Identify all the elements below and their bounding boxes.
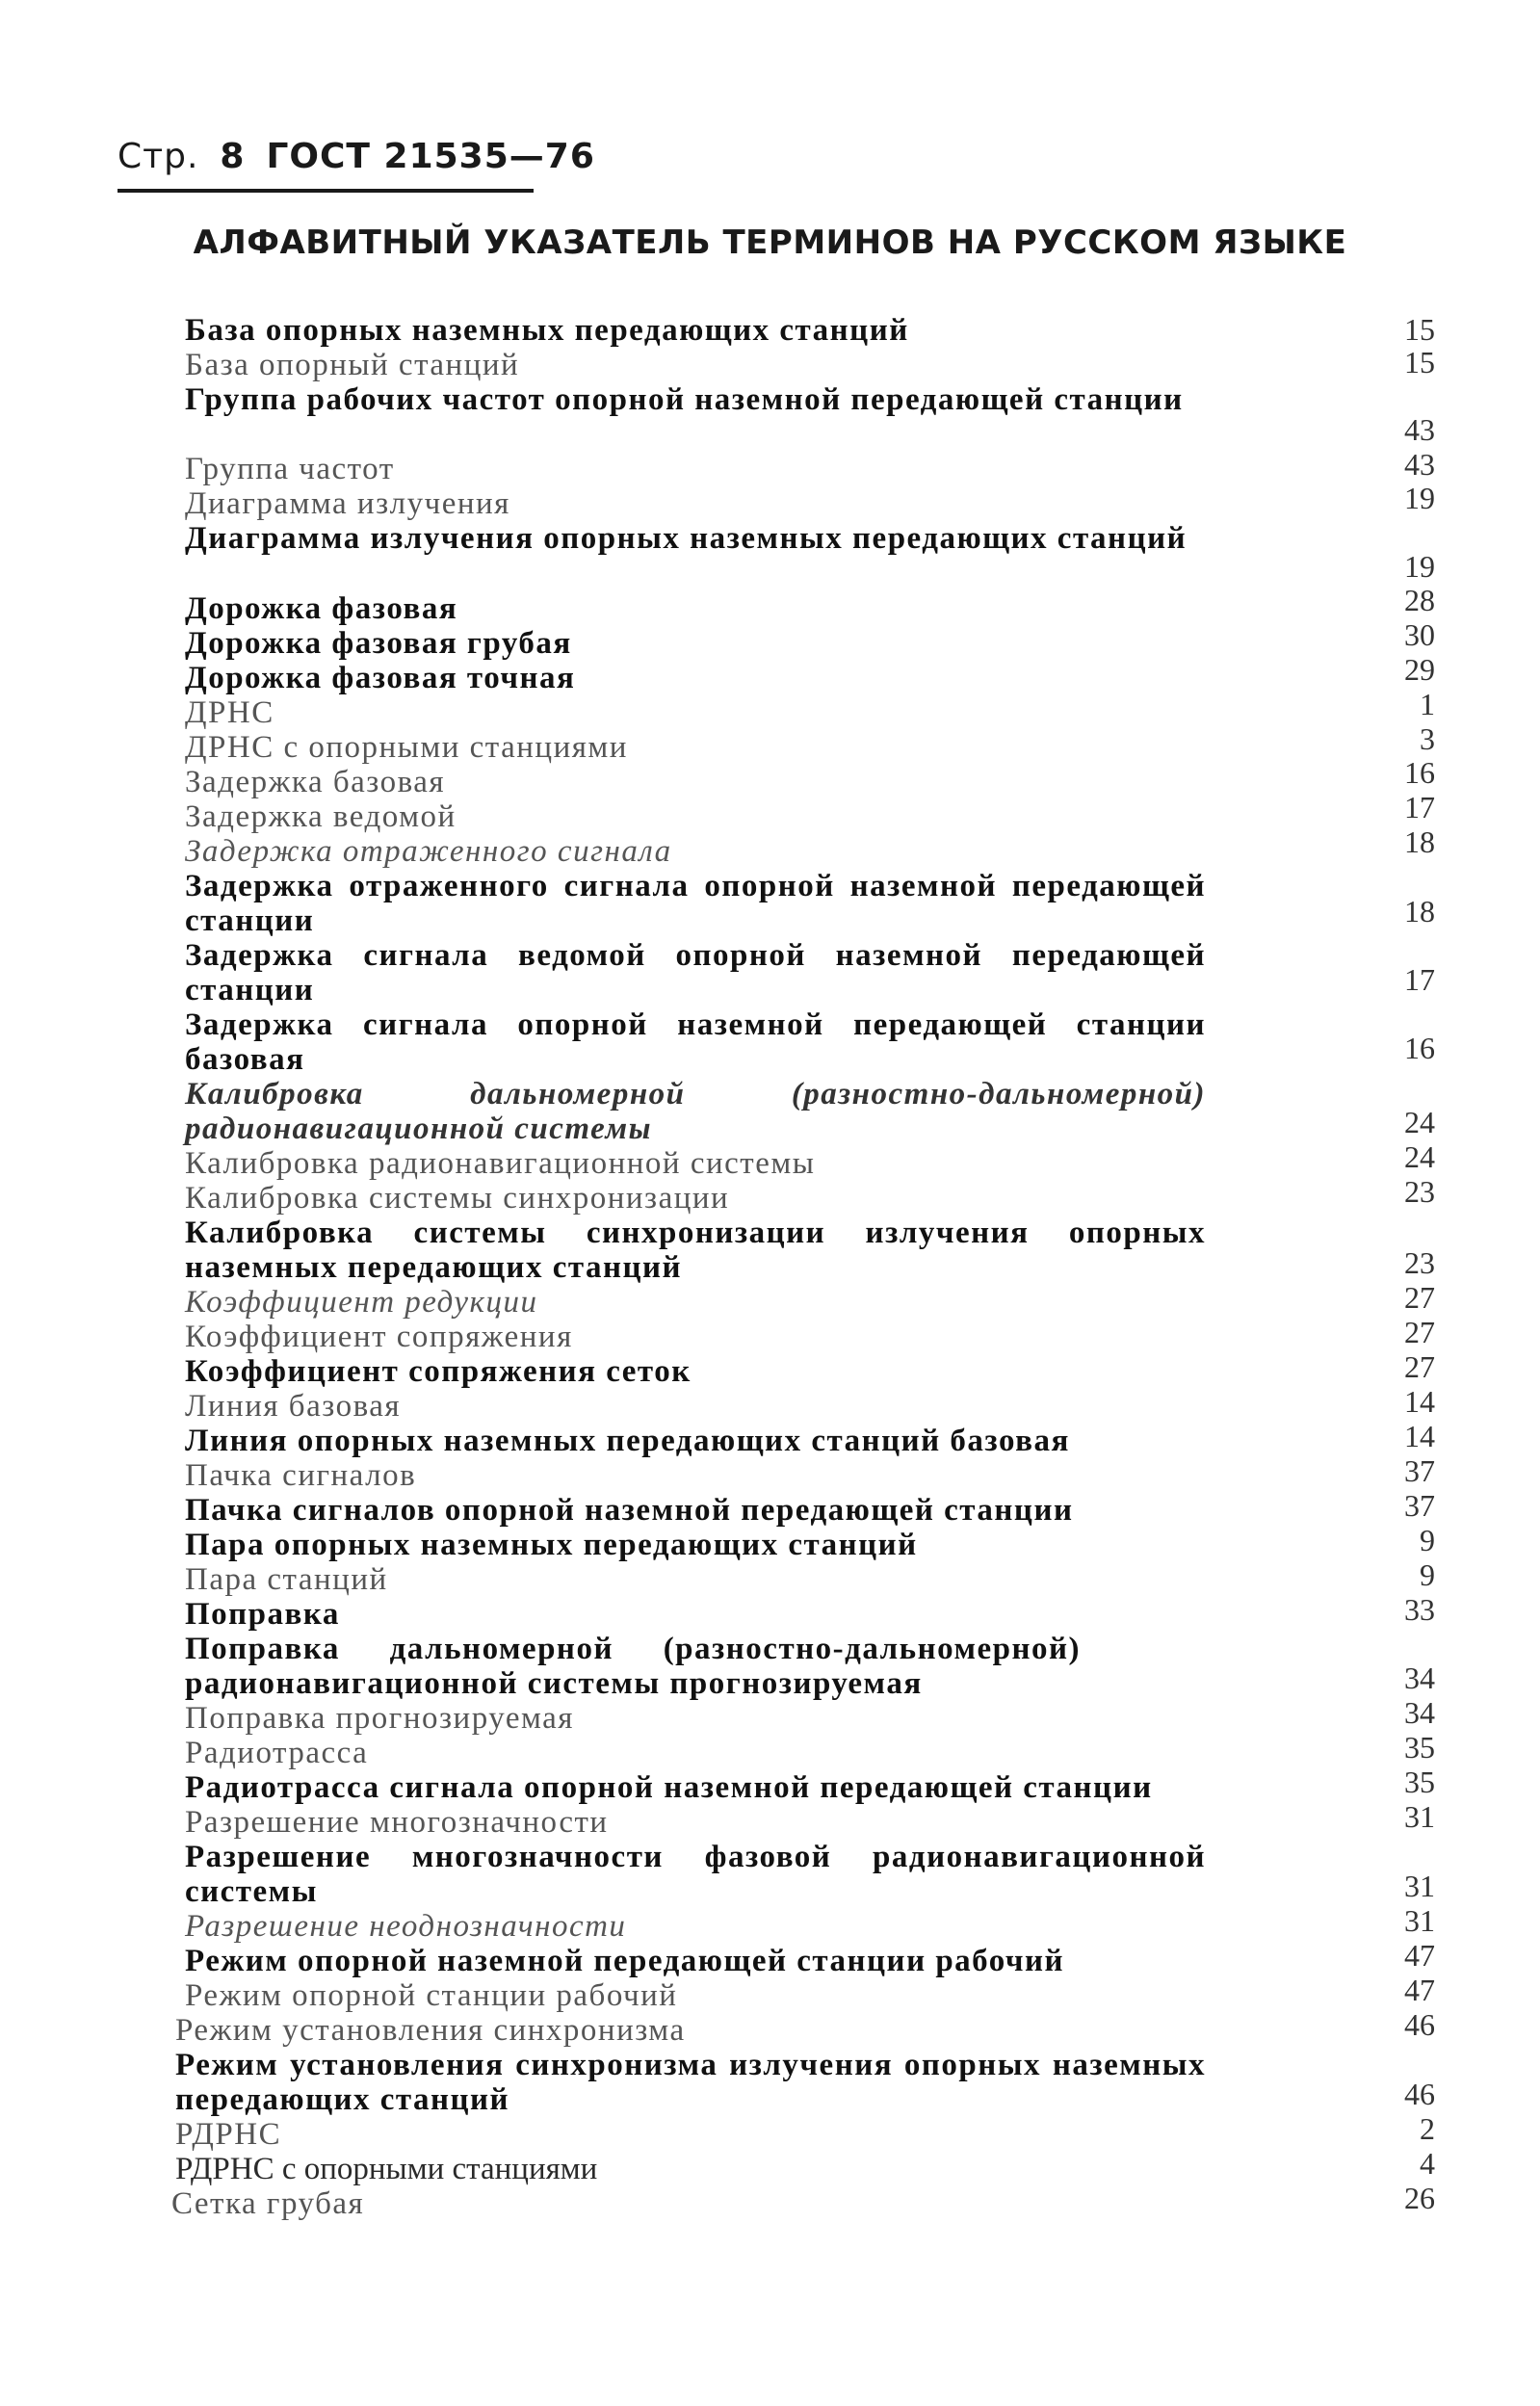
- index-title: АЛФАВИТНЫЙ УКАЗАТЕЛЬ ТЕРМИНОВ НА РУССКОМ ЯЗЫКЕ: [193, 223, 1347, 262]
- index-page-ref: 31: [1404, 1869, 1435, 1903]
- standard-number: ГОСТ 21535—76: [266, 137, 595, 176]
- page-label: Стр.: [117, 137, 199, 176]
- index-term: Пара опорных наземных передающих станций: [185, 1528, 918, 1562]
- index-page-ref: 37: [1404, 1453, 1435, 1488]
- index-term: Дорожка фазовая: [185, 591, 458, 626]
- index-term: Поправка дальномерной (разностно-дальномерной) радионавигационной системы прогнозируемая: [185, 1632, 1081, 1701]
- index-page-ref: 30: [1404, 617, 1435, 652]
- index-term: Коэффициент сопряжения: [185, 1320, 573, 1354]
- index-term: Поправка: [185, 1597, 340, 1632]
- index-page-ref: 29: [1404, 652, 1435, 687]
- index-term: Пачка сигналов опорной наземной передающей станции: [185, 1493, 1074, 1528]
- index-term: Пачка сигналов: [185, 1458, 417, 1493]
- index-term: Линия базовая: [185, 1389, 402, 1424]
- page-number: 8: [220, 137, 246, 176]
- index-term: Калибровка радионавигационной системы: [185, 1146, 816, 1181]
- index-term: Режим установления синхронизма: [175, 2013, 686, 2048]
- index-term: Задержка базовая: [185, 765, 446, 799]
- index-term: Дорожка фазовая точная: [185, 661, 576, 695]
- index-page-ref: 27: [1404, 1315, 1435, 1349]
- index-page-ref: 16: [1404, 1031, 1435, 1065]
- index-page-ref: 31: [1404, 1799, 1435, 1834]
- index-term: Дорожка фазовая грубая: [185, 626, 572, 661]
- index-term: Разрешение неоднозначности: [185, 1909, 627, 1944]
- index-page-ref: 2: [1420, 2111, 1435, 2146]
- index-page-ref: 27: [1404, 1280, 1435, 1315]
- index-term: Диаграмма излучения: [185, 486, 510, 521]
- index-term: Калибровка системы синхронизации: [185, 1181, 730, 1216]
- index-term: Пара станций: [185, 1562, 388, 1597]
- index-page-ref: 17: [1404, 790, 1435, 824]
- index-term: База опорный станций: [185, 348, 520, 382]
- index-page-ref: 43: [1404, 447, 1435, 482]
- index-page-ref: 46: [1404, 2007, 1435, 2042]
- index-term: Режим установления синхронизма излучения опорных наземных передающих станций: [175, 2048, 1206, 2117]
- index-term: РДРНС: [175, 2117, 282, 2152]
- index-page-ref: 19: [1404, 481, 1435, 515]
- index-page-ref: 26: [1404, 2181, 1435, 2215]
- index-page-ref: 35: [1404, 1730, 1435, 1765]
- index-page-ref: 47: [1404, 1973, 1435, 2007]
- index-term: Задержка отраженного сигнала опорной наземной передающей станции: [185, 869, 1206, 938]
- index-page-ref: 47: [1404, 1938, 1435, 1973]
- index-term: Режим опорной наземной передающей станции рабочий: [185, 1944, 1065, 1978]
- index-term: ДРНС с опорными станциями: [185, 730, 628, 765]
- index-term: РДРНС с опорными станциями: [175, 2152, 598, 2186]
- index-page-ref: 37: [1404, 1488, 1435, 1523]
- index-page-ref: 24: [1404, 1105, 1435, 1139]
- index-term: Коэффициент редукции: [185, 1285, 538, 1320]
- index-page-ref: 34: [1404, 1695, 1435, 1730]
- index-page-ref: 46: [1404, 2077, 1435, 2111]
- index-term: Задержка сигнала ведомой опорной наземной передающей станции: [185, 938, 1206, 1007]
- index-page-ref: 27: [1404, 1349, 1435, 1384]
- index-page-ref: 15: [1404, 312, 1435, 347]
- index-term: Задержка отраженного сигнала: [185, 834, 672, 869]
- index-term: Группа частот: [185, 452, 395, 486]
- index-term: Радиотрасса сигнала опорной наземной передающей станции: [185, 1770, 1153, 1805]
- index-term: Диаграмма излучения опорных наземных передающих станций: [185, 521, 1188, 556]
- index-page-ref: 19: [1404, 549, 1435, 584]
- index-page-ref: 14: [1404, 1384, 1435, 1419]
- index-page-ref: 4: [1420, 2146, 1435, 2181]
- index-page-ref: 17: [1404, 962, 1435, 997]
- index-term: База опорных наземных передающих станций: [185, 313, 909, 348]
- index-term: Разрешение многозначности фазовой радионавигационной системы: [185, 1840, 1206, 1909]
- index-term: Разрешение многозначности: [185, 1805, 609, 1840]
- index-term: Сетка грубая: [171, 2186, 365, 2221]
- index-page-ref: 23: [1404, 1245, 1435, 1280]
- index-term: Режим опорной станции рабочий: [185, 1978, 678, 2013]
- index-page-ref: 15: [1404, 345, 1435, 379]
- index-page-ref: 23: [1404, 1174, 1435, 1209]
- index-page-ref: 18: [1404, 894, 1435, 928]
- index-page-ref: 34: [1404, 1661, 1435, 1695]
- index-page-ref: 14: [1404, 1419, 1435, 1453]
- index-page-ref: 1: [1420, 687, 1435, 721]
- index-term: Калибровка дальномерной (разностно-дальномерной) радионавигационной системы: [185, 1077, 1206, 1146]
- index-term: Группа рабочих частот опорной наземной передающей станции: [185, 382, 1184, 417]
- index-page-ref: 24: [1404, 1139, 1435, 1174]
- index-term: ДРНС: [185, 695, 274, 730]
- index-page-ref: 35: [1404, 1765, 1435, 1799]
- index-term: Коэффициент сопряжения сеток: [185, 1354, 692, 1389]
- index-page-ref: 3: [1420, 721, 1435, 756]
- index-page-ref: 31: [1404, 1903, 1435, 1938]
- index-term: Поправка прогнозируемая: [185, 1701, 574, 1736]
- index-term: Задержка сигнала опорной наземной передающей станции базовая: [185, 1007, 1206, 1077]
- index-term: Задержка ведомой: [185, 799, 457, 834]
- index-term: Радиотрасса: [185, 1736, 369, 1770]
- index-page-ref: 33: [1404, 1592, 1435, 1627]
- index-page-ref: 28: [1404, 583, 1435, 617]
- index-page-ref: 9: [1420, 1523, 1435, 1557]
- index-page-ref: 9: [1420, 1557, 1435, 1592]
- index-page-ref: 18: [1404, 824, 1435, 859]
- index-page-ref: 16: [1404, 755, 1435, 790]
- index-term: Линия опорных наземных передающих станций базовая: [185, 1424, 1070, 1458]
- index-term: Калибровка системы синхронизации излучения опорных наземных передающих станций: [185, 1216, 1206, 1285]
- index-page-ref: 43: [1404, 412, 1435, 447]
